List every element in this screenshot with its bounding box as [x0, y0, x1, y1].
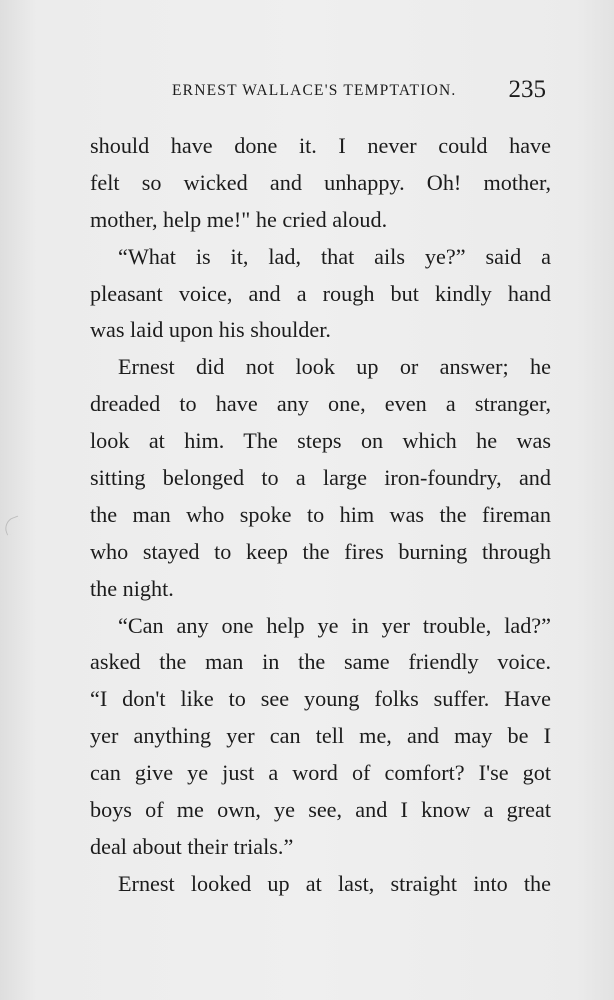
page-number: 235 — [508, 76, 546, 103]
text-line: boys of me own, ye see, and I know a great — [90, 797, 551, 823]
text-line: asked the man in the same friendly voice. — [90, 649, 551, 675]
text-line: sitting belonged to a large iron-foundry, and — [90, 465, 551, 491]
text-line: yer anything yer can tell me, and may be I — [90, 723, 551, 749]
text-line: deal about their trials.” — [90, 833, 294, 859]
text-line: felt so wicked and unhappy. Oh! mother, — [90, 169, 551, 195]
margin-smudge — [2, 516, 23, 536]
text-line: “I don't like to see young folks suffer. Have — [90, 686, 551, 712]
text-line: “What is it, lad, that ails ye?” said a — [118, 243, 551, 269]
running-title: ERNEST WALLACE'S TEMPTATION. — [172, 82, 457, 99]
running-head — [90, 76, 550, 108]
text-line: “Can any one help ye in yer trouble, lad?” — [118, 612, 551, 638]
text-line: mother, help me!" he cried aloud. — [90, 206, 388, 232]
text-line: should have done it. I never could have — [90, 133, 551, 158]
text-line: Ernest did not look up or answer; he — [118, 354, 551, 380]
text-line: pleasant voice, and a rough but kindly hand — [90, 280, 551, 306]
text-line: dreaded to have any one, even a stranger, — [90, 391, 551, 417]
text-line: the man who spoke to him was the fireman — [90, 501, 551, 527]
text-line: the night. — [90, 575, 174, 601]
text-line: was laid upon his shoulder. — [90, 317, 331, 343]
text-line: can give ye just a word of comfort? I'se got — [90, 760, 551, 786]
text-line: Ernest looked up at last, straight into the — [118, 870, 551, 896]
text-line: who stayed to keep the fires burning through — [90, 538, 551, 564]
text-line: look at him. The steps on which he was — [90, 428, 551, 454]
body-text — [90, 128, 551, 903]
